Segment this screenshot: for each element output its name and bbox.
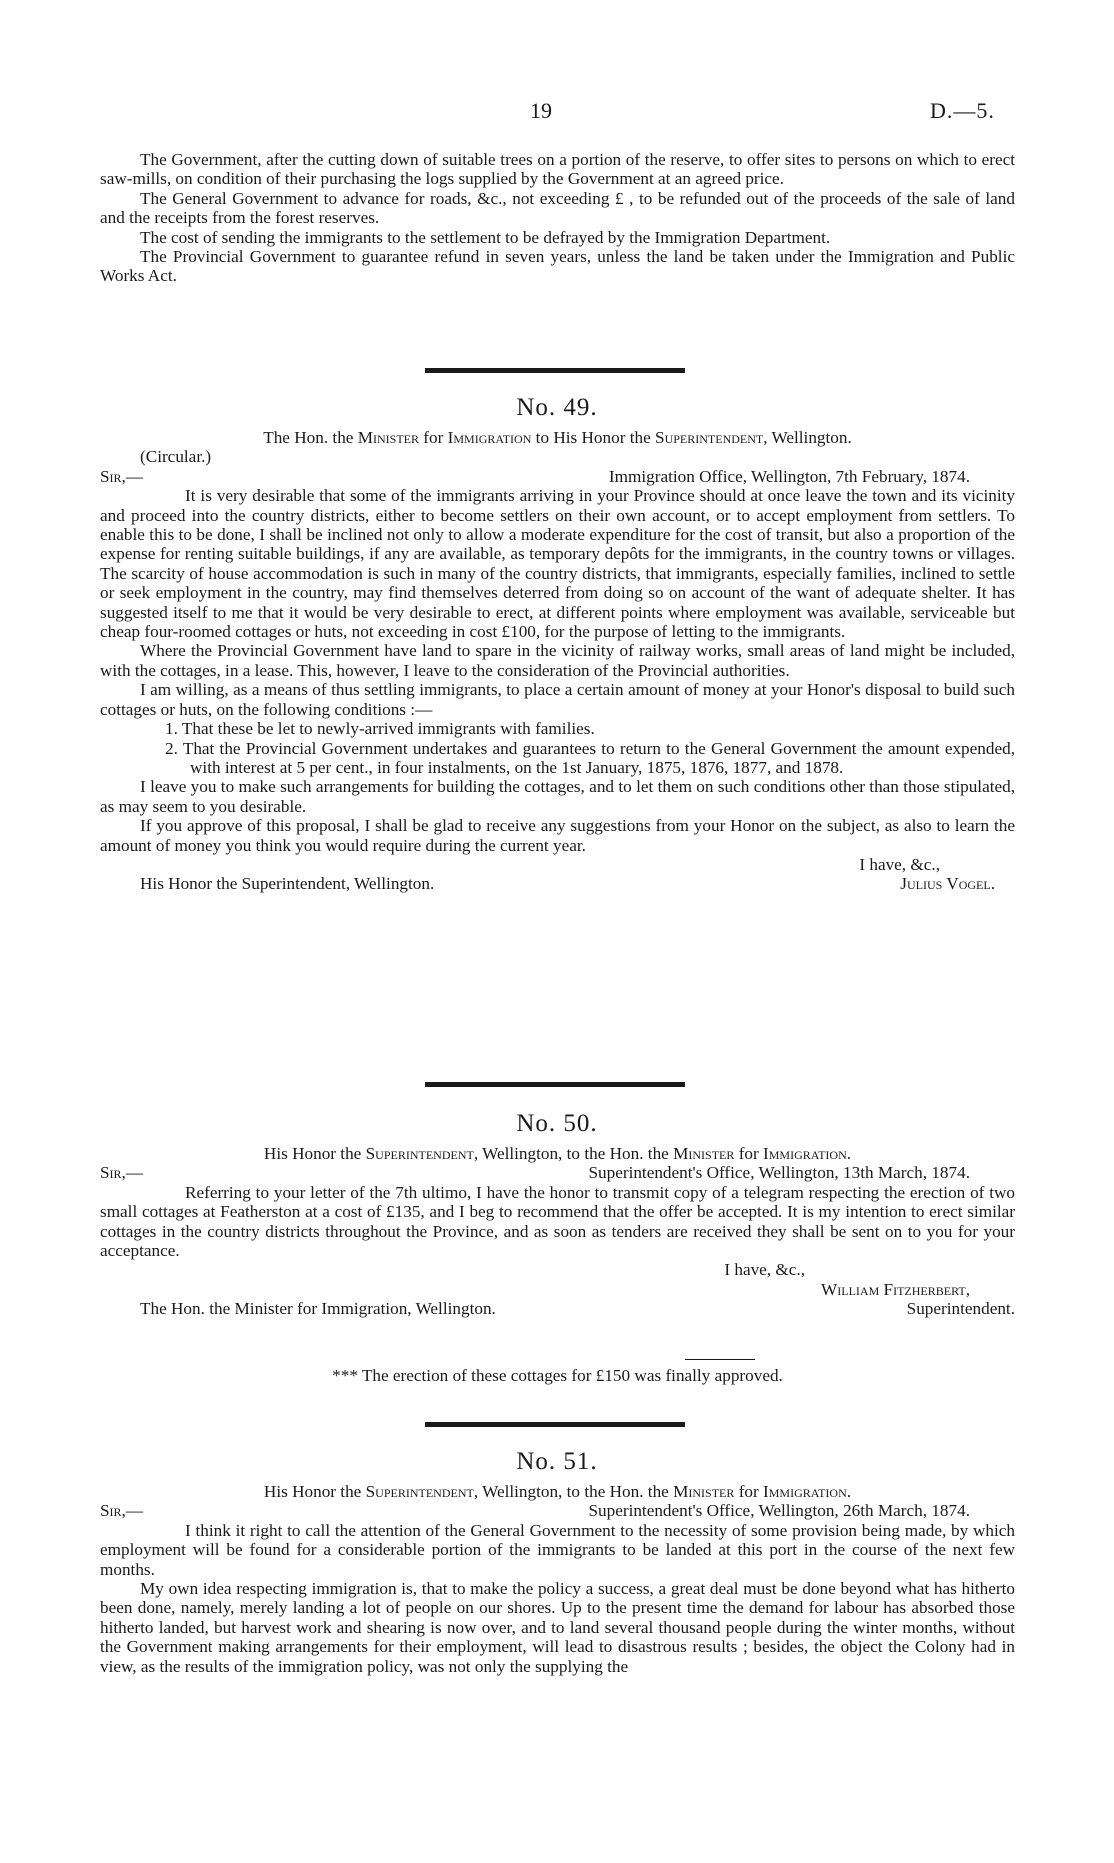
- signature: Julius Vogel.: [900, 874, 995, 894]
- editorial-note: [100, 1366, 1015, 1385]
- letter-49-address: The Hon. the Minister for Immigration to His Honor the Superintendent, Wellington.: [263, 428, 852, 447]
- salutation: Sir,—: [100, 466, 144, 486]
- letter-50-heading: No. 50.: [516, 1110, 598, 1137]
- sign-off: I have, &c.,: [724, 1260, 805, 1280]
- letter-51-salutation-row: [100, 1501, 1015, 1520]
- intro-section: [100, 150, 1015, 286]
- document-reference: D.—5.: [930, 98, 995, 123]
- letter-49-circular: (Circular.): [140, 447, 212, 467]
- letter-50: [100, 1144, 1015, 1319]
- condition-item: 2. That the Provincial Government undertakes and guarantees to return to the General Government the amount expended, with interest at 5 per cent., in four instalments, on the 1st January, 1875, 1876, 1877, and 1878.: [165, 738, 1015, 777]
- letter-50-address: His Honor the Superintendent, Wellington, to the Hon. the Minister for Immigration.: [263, 1144, 852, 1163]
- salutation: Sir,—: [100, 1163, 144, 1183]
- letter-49-paragraph: I am willing, as a means of thus settling immigrants, to place a certain amount of money at your Honor's disposal to build such cottages or huts, on the following conditions :—: [100, 680, 1015, 719]
- signatory-title: Superintendent.: [906, 1299, 1015, 1319]
- sign-off: I have, &c.,: [859, 854, 940, 874]
- letter-49: [100, 428, 1015, 894]
- intro-paragraph: The Provincial Government to guarantee refund in seven years, unless the land be taken under the Immigration and Public Works Act.: [100, 247, 1015, 286]
- short-rule: [685, 1359, 755, 1360]
- addressee: His Honor the Superintendent, Wellington.: [140, 874, 435, 894]
- letter-49-paragraph: If you approve of this proposal, I shall be glad to receive any suggestions from your Honor on the subject, as also to learn the amount of money you think you would require during the current year.: [100, 816, 1015, 855]
- addressee: The Hon. the Minister for Immigration, Wellington.: [140, 1299, 496, 1319]
- letter-49-salutation-row: [100, 467, 1015, 486]
- letter-49-signature-row: [100, 874, 1015, 893]
- letter-51-paragraph: My own idea respecting immigration is, that to make the policy a success, a great deal must be done beyond what has hitherto been done, namely, merely landing a lot of people on our shores. Up to the present time the demand for labour has absorbed those hitherto landed, but harvest work and shearing is now over, and to land several thousand people during the winter months, without the Government making arrangements for their employment, will lead to disastrous results ; besides, the object the Colony had in view, as the results of the immigration policy, was not only the supplying the: [100, 1579, 1015, 1676]
- letter-49-paragraph: It is very desirable that some of the immigrants arriving in your Province should at once leave the town and its vicinity and proceed into the country districts, either to become settlers on their own account, or to accept employment from settlers. To enable this to be done, I shall be inclined not only to allow a moderate expenditure for the cost of transit, but also a proportion of the expense for renting suitable buildings, if any are available, as temporary depôts for the immigrants, in the country towns or villages. The scarcity of house accommodation is such in many of the country districts, that immigrants, especially families, inclined to settle or seek employment in the country, may find themselves deterred from doing so on account of the want of adequate shelter. It has suggested itself to me that it would be very desirable to erect, at different points where employment was available, serviceable but cheap four-roomed cottages or huts, not exceeding in cost £100, for the purpose of letting to the immigrants.: [100, 486, 1015, 642]
- office-date: Immigration Office, Wellington, 7th February, 1874.: [608, 466, 970, 486]
- office-date: Superintendent's Office, Wellington, 26th March, 1874.: [588, 1501, 970, 1521]
- section-divider: [425, 1422, 685, 1427]
- asterism-icon: ***: [332, 1366, 362, 1385]
- letter-50-addressee-row: [100, 1299, 1015, 1318]
- letter-51-paragraph: I think it right to call the attention of the General Government to the necessity of some provision being made, by which employment will be found for a considerable portion of the immigrants to be landed at this port in the course of the next few months.: [100, 1520, 1015, 1579]
- salutation: Sir,—: [100, 1501, 144, 1521]
- letter-50-paragraph: Referring to your letter of the 7th ultimo, I have the honor to transmit copy of a telegram respecting the erection of two small cottages at Featherston at a cost of £135, and I beg to recommend that the offer be accepted. It is my intention to erect similar cottages in the country districts throughout the Province, and as soon as tenders are received they shall be sent on to you for your acceptance.: [100, 1182, 1015, 1261]
- letter-50-salutation-row: [100, 1163, 1015, 1182]
- signature: William Fitzherbert,: [821, 1279, 970, 1299]
- letter-49-paragraph: Where the Provincial Government have land to spare in the vicinity of railway works, small areas of land might be included, with the cottages, in a lease. This, however, I leave to the consideration of the Provincial authorities.: [100, 641, 1015, 680]
- letter-49-paragraph: I leave you to make such arrangements for building the cottages, and to let them on such conditions other than those stipulated, as may seem to you desirable.: [100, 777, 1015, 816]
- note-text: The erection of these cottages for £150 was finally approved.: [361, 1366, 783, 1385]
- letter-51-heading: No. 51.: [516, 1448, 598, 1475]
- office-date: Superintendent's Office, Wellington, 13th March, 1874.: [588, 1163, 970, 1183]
- intro-paragraph: The General Government to advance for roads, &c., not exceeding £ , to be refunded out of the proceeds of the sale of land and the receipts from the forest reserves.: [100, 188, 1015, 228]
- letter-49-heading: No. 49.: [516, 394, 598, 421]
- section-divider: [425, 368, 685, 373]
- intro-paragraph: The Government, after the cutting down of suitable trees on a portion of the reserve, to offer sites to persons on which to erect saw-mills, on condition of their purchasing the logs supplied by the Government at an agreed price.: [100, 150, 1015, 189]
- letter-51: [100, 1482, 1015, 1676]
- section-divider: [425, 1082, 685, 1087]
- letter-51-address: His Honor the Superintendent, Wellington, to the Hon. the Minister for Immigration.: [263, 1482, 852, 1501]
- page-number: 19: [530, 98, 552, 123]
- intro-paragraph: The cost of sending the immigrants to the settlement to be defrayed by the Immigration Department.: [140, 227, 831, 247]
- condition-item: 1. That these be let to newly-arrived immigrants with families.: [165, 719, 595, 739]
